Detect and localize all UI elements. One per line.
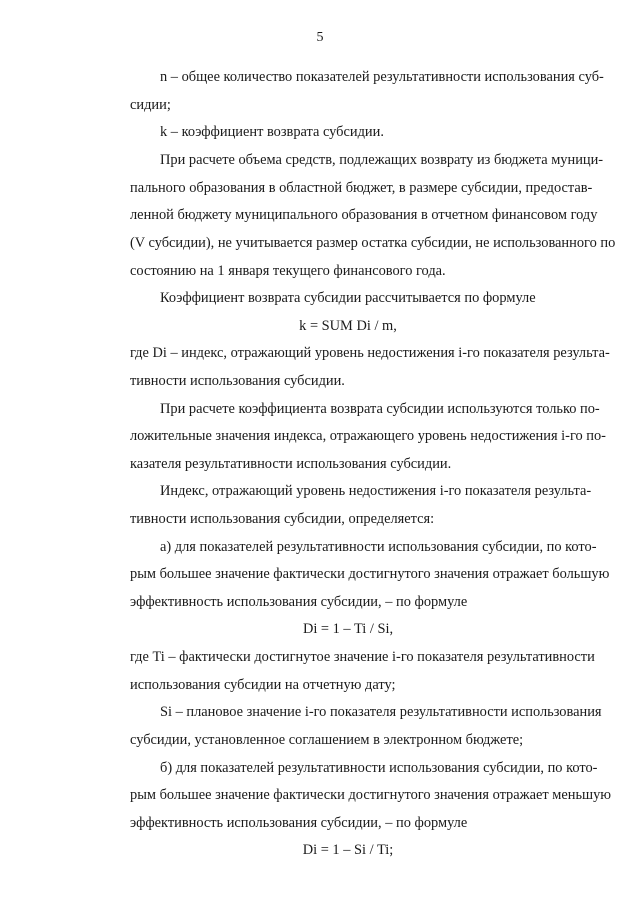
paragraph-line: (V субсидии), не учитывается размер остатка субсидии, не использованного по <box>130 235 616 251</box>
paragraph-line: состоянию на 1 января текущего финансового года. <box>130 263 446 279</box>
paragraph-line: Индекс, отражающий уровень недостижения i-го показателя результа- <box>160 483 592 499</box>
paragraph-line: Si – плановое значение i-го показателя результативности использования <box>160 704 602 720</box>
paragraph-line: k – коэффициент возврата субсидии. <box>160 124 384 140</box>
paragraph-line: n – общее количество показателей результативности использования суб- <box>160 69 604 85</box>
formula-di-a: Di = 1 – Ti / Si, <box>302 621 394 637</box>
paragraph-line: эффективность использования субсидии, – по формуле <box>130 815 468 831</box>
paragraph-line: ленной бюджету муниципального образования в отчетном финансовом году <box>130 207 598 223</box>
paragraph-line: тивности использования субсидии. <box>130 373 345 389</box>
paragraph-line: Коэффициент возврата субсидии рассчитывается по формуле <box>160 290 536 306</box>
paragraph-line: При расчете объема средств, подлежащих возврату из бюджета муници- <box>160 152 604 168</box>
formula-k: k = SUM Di / m, <box>299 318 397 334</box>
paragraph-line: использования субсидии на отчетную дату; <box>130 677 396 693</box>
paragraph-line: тивности использования субсидии, определяется: <box>130 511 435 527</box>
paragraph-line: пального образования в областной бюджет, в размере субсидии, предостав- <box>130 180 593 196</box>
paragraph-line: эффективность использования субсидии, – по формуле <box>130 594 468 610</box>
paragraph-line: где Di – индекс, отражающий уровень недостижения i-го показателя результа- <box>130 345 610 361</box>
paragraph-line: субсидии, установленное соглашением в электронном бюджете; <box>130 732 524 748</box>
paragraph-line: б) для показателей результативности использования субсидии, по кото- <box>160 760 598 776</box>
formula-di-b: Di = 1 – Si / Ti; <box>302 842 394 858</box>
paragraph-line: сидии; <box>130 97 171 113</box>
paragraph-line: рым большее значение фактически достигнутого значения отражает большую <box>130 566 610 582</box>
paragraph-line: а) для показателей результативности использования субсидии, по кото- <box>160 539 597 555</box>
paragraph-line: ложительные значения индекса, отражающего уровень недостижения i-го по- <box>130 428 606 444</box>
paragraph-line: где Ti – фактически достигнутое значение i-го показателя результативности <box>130 649 595 665</box>
paragraph-line: При расчете коэффициента возврата субсидии используются только по- <box>160 401 600 417</box>
page-number: 5 <box>316 30 324 45</box>
paragraph-line: рым большее значение фактически достигнутого значения отражает меньшую <box>130 787 612 803</box>
paragraph-line: казателя результативности использования субсидии. <box>130 456 452 472</box>
